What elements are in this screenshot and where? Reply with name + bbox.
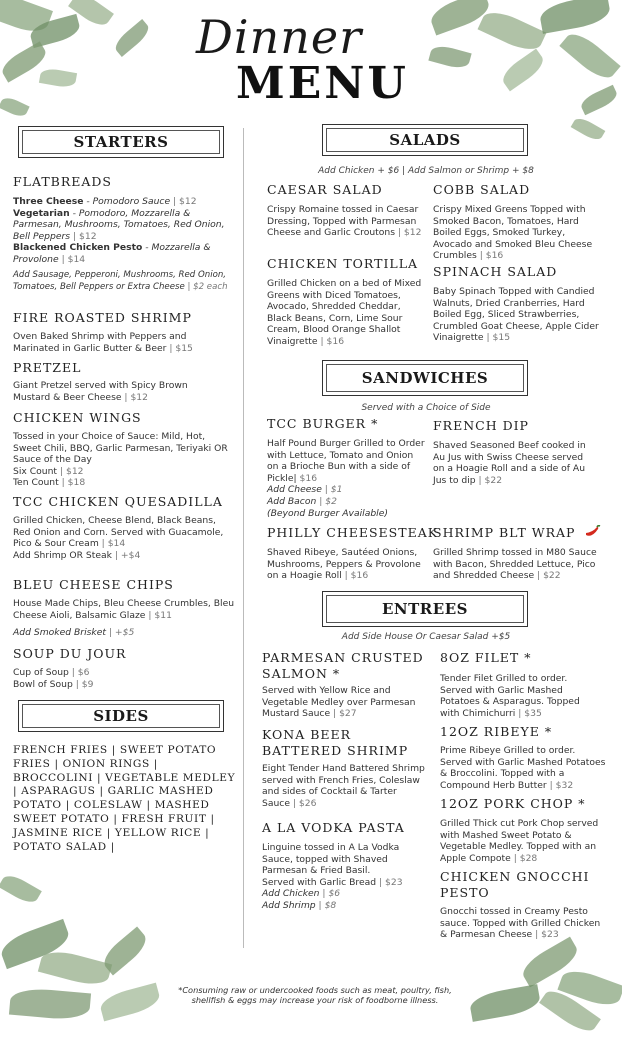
fire-shrimp-desc: Oven Baked Shrimp with Peppers and Marinated in Garlic Butter & Beer | $15 <box>13 331 193 354</box>
cobb-name: COBB SALAD <box>433 182 531 197</box>
flatbreads-addon: Add Sausage, Pepperoni, Mushrooms, Red Onion, Tomatoes, Bell Peppers or Extra Cheese | $2 each <box>13 270 228 292</box>
gnocchi-name: CHICKEN GNOCCHI PESTO <box>440 869 590 900</box>
spinach-desc: Baby Spinach Topped with Candied Walnuts, Dried Cranberries, Hard Boiled Egg, Sliced Strawberries, Crumbled Goat Cheese, Apple Cider Vinaigrette | $15 <box>433 286 599 344</box>
philly-desc: Shaved Ribeye, Sautéed Onions, Mushrooms, Peppers & Provolone on a Hoagie Roll | $16 <box>267 547 421 582</box>
kona-shrimp-name: KONA BEER BATTERED SHRIMP <box>262 727 409 758</box>
quesadilla-name: TCC CHICKEN QUESADILLA <box>13 494 223 509</box>
filet-name: 8OZ FILET * <box>440 650 532 665</box>
sandwiches-note: Served with a Choice of Side <box>361 403 491 413</box>
salads-header: SALADS <box>322 124 528 156</box>
soup-desc: Cup of Soup | $6 Bowl of Soup | $9 <box>13 667 94 690</box>
pasta-desc: Linguine tossed in A La Vodka Sauce, topped with Shaved Parmesan & Fried Basil. Served with Garlic Bread | $23 Add Chicken | $6 Add Shrimp | $8 <box>262 842 403 911</box>
pretzel-name: PRETZEL <box>13 360 82 375</box>
sandwiches-header: SANDWICHES <box>322 360 528 396</box>
caesar-name: CAESAR SALAD <box>267 182 383 197</box>
cobb-desc: Crispy Mixed Greens Topped with Smoked Bacon, Tomatoes, Hard Boiled Eggs, Smoked Turkey, Avocado and Smoked Bleu Cheese Crumbles | $16 <box>433 204 593 262</box>
pork-name: 12OZ PORK CHOP * <box>440 796 586 811</box>
caesar-desc: Crispy Romaine tossed in Caesar Dressing, Topped with Parmesan Cheese and Garlic Croutons | $12 <box>267 204 422 239</box>
kona-shrimp-desc: Eight Tender Hand Battered Shrimp served with French Fries, Coleslaw and sides of Cocktail & Tarter Sauce | $26 <box>262 763 425 809</box>
fire-shrimp-name: FIRE ROASTED SHRIMP <box>13 310 192 325</box>
tortilla-name: CHICKEN TORTILLA <box>267 256 419 271</box>
entrees-header: ENTREES <box>322 591 528 627</box>
flatbreads-name: FLATBREADS <box>13 174 112 189</box>
menu-title-script: Dinner <box>196 10 363 64</box>
quesadilla-desc: Grilled Chicken, Cheese Blend, Black Beans, Red Onion and Corn. Served with Guacamole, Pico & Sour Cream | $14 Add Shrimp OR Steak | +$4 <box>13 515 224 561</box>
ribeye-desc: Prime Ribeye Grilled to order. Served with Garlic Mashed Potatoes & Broccolini. Topped with a Compound Herb Butter | $32 <box>440 745 606 791</box>
filet-desc: Tender Filet Grilled to order. Served with Garlic Mashed Potatoes & Asparagus. Topped with Chimichurri | $35 <box>440 673 580 719</box>
pretzel-desc: Giant Pretzel served with Spicy Brown Mustard & Beer Cheese | $12 <box>13 380 188 403</box>
salmon-desc: Served with Yellow Rice and Vegetable Medley over Parmesan Mustard Sauce | $27 <box>262 685 416 720</box>
spinach-name: SPINACH SALAD <box>433 264 558 279</box>
bleu-chips-desc: House Made Chips, Bleu Cheese Crumbles, Bleu Cheese Aioli, Balsamic Glaze | $11 <box>13 598 235 621</box>
salmon-name: PARMESAN CRUSTED SALMON * <box>262 650 424 681</box>
ribeye-name: 12OZ RIBEYE * <box>440 724 553 739</box>
wings-desc: Tossed in your Choice of Sauce: Mild, Hot, Sweet Chili, BBQ, Garlic Parmesan, Teriyaki OR Sauce of the Day Six Count | $12 Ten Count | $18 <box>13 431 228 489</box>
chili-pepper-icon <box>583 525 601 539</box>
tortilla-desc: Grilled Chicken on a bed of Mixed Greens with Diced Tomatoes, Avocado, Shredded Cheddar, Black Beans, Corn, Lime Sour Cream, Blood Orange Shallot Vinaigrette | $16 <box>267 278 422 347</box>
burger-desc: Half Pound Burger Grilled to Order with Lettuce, Tomato and Onion on a Brioche Bun with a side of Pickle| $16 Add Cheese | $1 Add Bacon | $2 (Beyond Burger Available) <box>267 438 425 519</box>
gnocchi-desc: Gnocchi tossed in Creamy Pesto sauce. Topped with Grilled Chicken & Parmesan Cheese | $23 <box>440 906 601 941</box>
column-divider <box>243 128 244 948</box>
sides-header: SIDES <box>18 700 224 732</box>
blt-desc: Grilled Shrimp tossed in M80 Sauce with Bacon, Shredded Lettuce, Pico and Shredded Cheese | $22 <box>433 547 597 582</box>
sides-list: FRENCH FRIES | SWEET POTATO FRIES | ONION RINGS | BROCCOLINI | VEGETABLE MEDLEY | ASPARAGUS | GARLIC MASHED POTATO | COLESLAW | MASHED SWEET POTATO | FRESH FRUIT | JASMINE RICE | YELLOW RICE | POTATO SALAD | <box>13 744 236 853</box>
soup-name: SOUP DU JOUR <box>13 646 127 661</box>
pasta-name: A LA VODKA PASTA <box>262 820 405 835</box>
dip-name: FRENCH DIP <box>433 418 529 433</box>
wings-name: CHICKEN WINGS <box>13 410 142 425</box>
burger-name: TCC BURGER * <box>267 416 379 431</box>
food-safety-disclaimer: *Consuming raw or undercooked foods such as meat, poultry, fish, shellfish & eggs may increase your risk of foodborne illness. <box>178 985 452 1005</box>
philly-name: PHILLY CHEESESTEAK <box>267 525 439 540</box>
entrees-note: Add Side House Or Caesar Salad +$5 <box>341 632 511 642</box>
starters-header: STARTERS <box>18 126 224 158</box>
bleu-chips-name: BLEU CHEESE CHIPS <box>13 577 174 592</box>
blt-name: SHRIMP BLT WRAP <box>433 525 601 541</box>
menu-title: MENU <box>236 58 409 109</box>
flatbreads-desc: Three Cheese - Pomodoro Sauce | $12 Vegetarian - Pomodoro, Mozzarella & Parmesan, Mushrooms, Tomatoes, Red Onion, Bell Peppers | $12 Blackened Chicken Pesto - Mozzarella & Provolone | $14 <box>13 196 225 265</box>
pork-desc: Grilled Thick cut Pork Chop served with Mashed Sweet Potato & Vegetable Medley. Topped with an Apple Compote | $28 <box>440 818 599 864</box>
dip-desc: Shaved Seasoned Beef cooked in Au Jus with Swiss Cheese served on a Hoagie Roll and a side of Au Jus to dip | $22 <box>433 440 586 486</box>
bleu-chips-addon: Add Smoked Brisket | +$5 <box>13 627 135 638</box>
salads-note: Add Chicken + $6 | Add Salmon or Shrimp + $8 <box>318 166 534 176</box>
